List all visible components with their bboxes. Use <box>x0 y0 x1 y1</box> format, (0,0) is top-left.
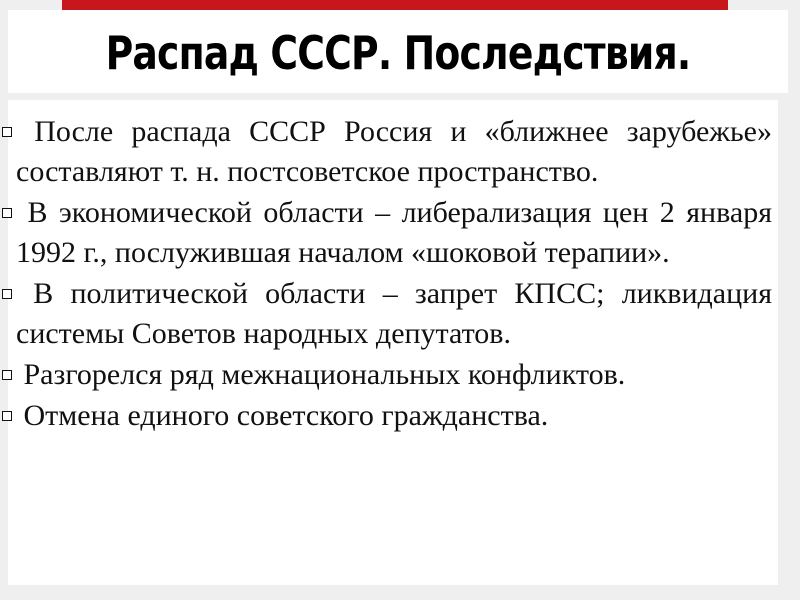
bullet-item <box>16 274 772 354</box>
bullet-item <box>16 355 772 395</box>
square-bullet-icon <box>2 127 12 137</box>
title-band <box>8 10 788 93</box>
accent-bar <box>62 0 728 10</box>
content-panel <box>8 100 778 585</box>
square-bullet-icon <box>2 370 12 380</box>
square-bullet-icon <box>2 289 12 299</box>
bullet-list <box>16 112 772 437</box>
bullet-text: В экономической области – либерализация цен 2 января 1992 г., послужившая началом «шоковой терапии». <box>16 196 772 269</box>
bullet-item <box>16 193 772 273</box>
bullet-text: После распада СССР Россия и «ближнее зарубежье» составляют т. н. постсоветское пространство. <box>16 115 773 188</box>
square-bullet-icon <box>2 411 12 421</box>
slide-title: Распад СССР. Последствия. <box>105 26 691 80</box>
bullet-text: В политической области – запрет КПСС; ликвидация системы Советов народных депутатов. <box>16 277 772 350</box>
bullet-text: Отмена единого советского гражданства. <box>23 399 549 432</box>
square-bullet-icon <box>2 208 12 218</box>
bullet-text: Разгорелся ряд межнациональных конфликтов. <box>23 358 626 391</box>
bullet-item <box>16 396 772 436</box>
bullet-item <box>16 112 772 192</box>
